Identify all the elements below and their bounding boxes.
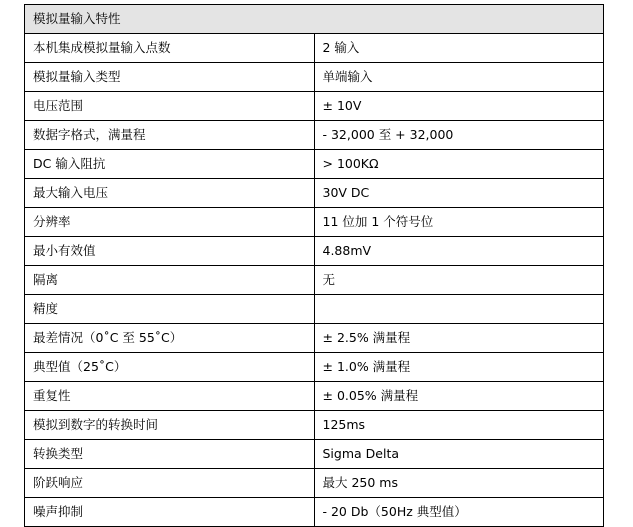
row-label: 最差情况（0˚C 至 55˚C） [25,324,315,353]
row-label: 最小有效值 [25,237,315,266]
row-value: 最大 250 ms [314,469,604,498]
row-value [314,295,604,324]
row-value: ± 10V [314,92,604,121]
table-row [25,63,604,92]
table-body [25,5,604,527]
row-value: Sigma Delta [314,440,604,469]
row-value: 125ms [314,411,604,440]
table-row [25,324,604,353]
row-value: > 100KΩ [314,150,604,179]
table-row [25,34,604,63]
table-title: 模拟量输入特性 [25,5,604,34]
row-label: 噪声抑制 [25,498,315,527]
row-label: DC 输入阻抗 [25,150,315,179]
row-value: 4.88mV [314,237,604,266]
row-value: 30V DC [314,179,604,208]
row-label: 模拟到数字的转换时间 [25,411,315,440]
row-value: 无 [314,266,604,295]
row-label: 隔离 [25,266,315,295]
table-row [25,353,604,382]
row-value: 单端输入 [314,63,604,92]
row-label: 重复性 [25,382,315,411]
row-value: 2 输入 [314,34,604,63]
table-row [25,440,604,469]
table-row [25,266,604,295]
table-row [25,121,604,150]
row-label: 转换类型 [25,440,315,469]
row-label: 模拟量输入类型 [25,63,315,92]
table-row [25,237,604,266]
row-label: 阶跃响应 [25,469,315,498]
row-value: ± 2.5% 满量程 [314,324,604,353]
table-row [25,411,604,440]
row-label: 典型值（25˚C） [25,353,315,382]
table-header-row [25,5,604,34]
table-row [25,179,604,208]
table-row [25,150,604,179]
row-label: 本机集成模拟量输入点数 [25,34,315,63]
table-row [25,295,604,324]
row-value: - 20 Db（50Hz 典型值） [314,498,604,527]
row-label: 数据字格式，满量程 [25,121,315,150]
row-label: 分辨率 [25,208,315,237]
table-row [25,469,604,498]
analog-input-spec-table [24,4,604,527]
row-label: 电压范围 [25,92,315,121]
row-label: 最大输入电压 [25,179,315,208]
row-value: ± 0.05% 满量程 [314,382,604,411]
table-row [25,208,604,237]
row-label: 精度 [25,295,315,324]
table-row [25,498,604,527]
table-row [25,92,604,121]
table-row [25,382,604,411]
row-value: ± 1.0% 满量程 [314,353,604,382]
row-value: - 32,000 至 + 32,000 [314,121,604,150]
row-value: 11 位加 1 个符号位 [314,208,604,237]
